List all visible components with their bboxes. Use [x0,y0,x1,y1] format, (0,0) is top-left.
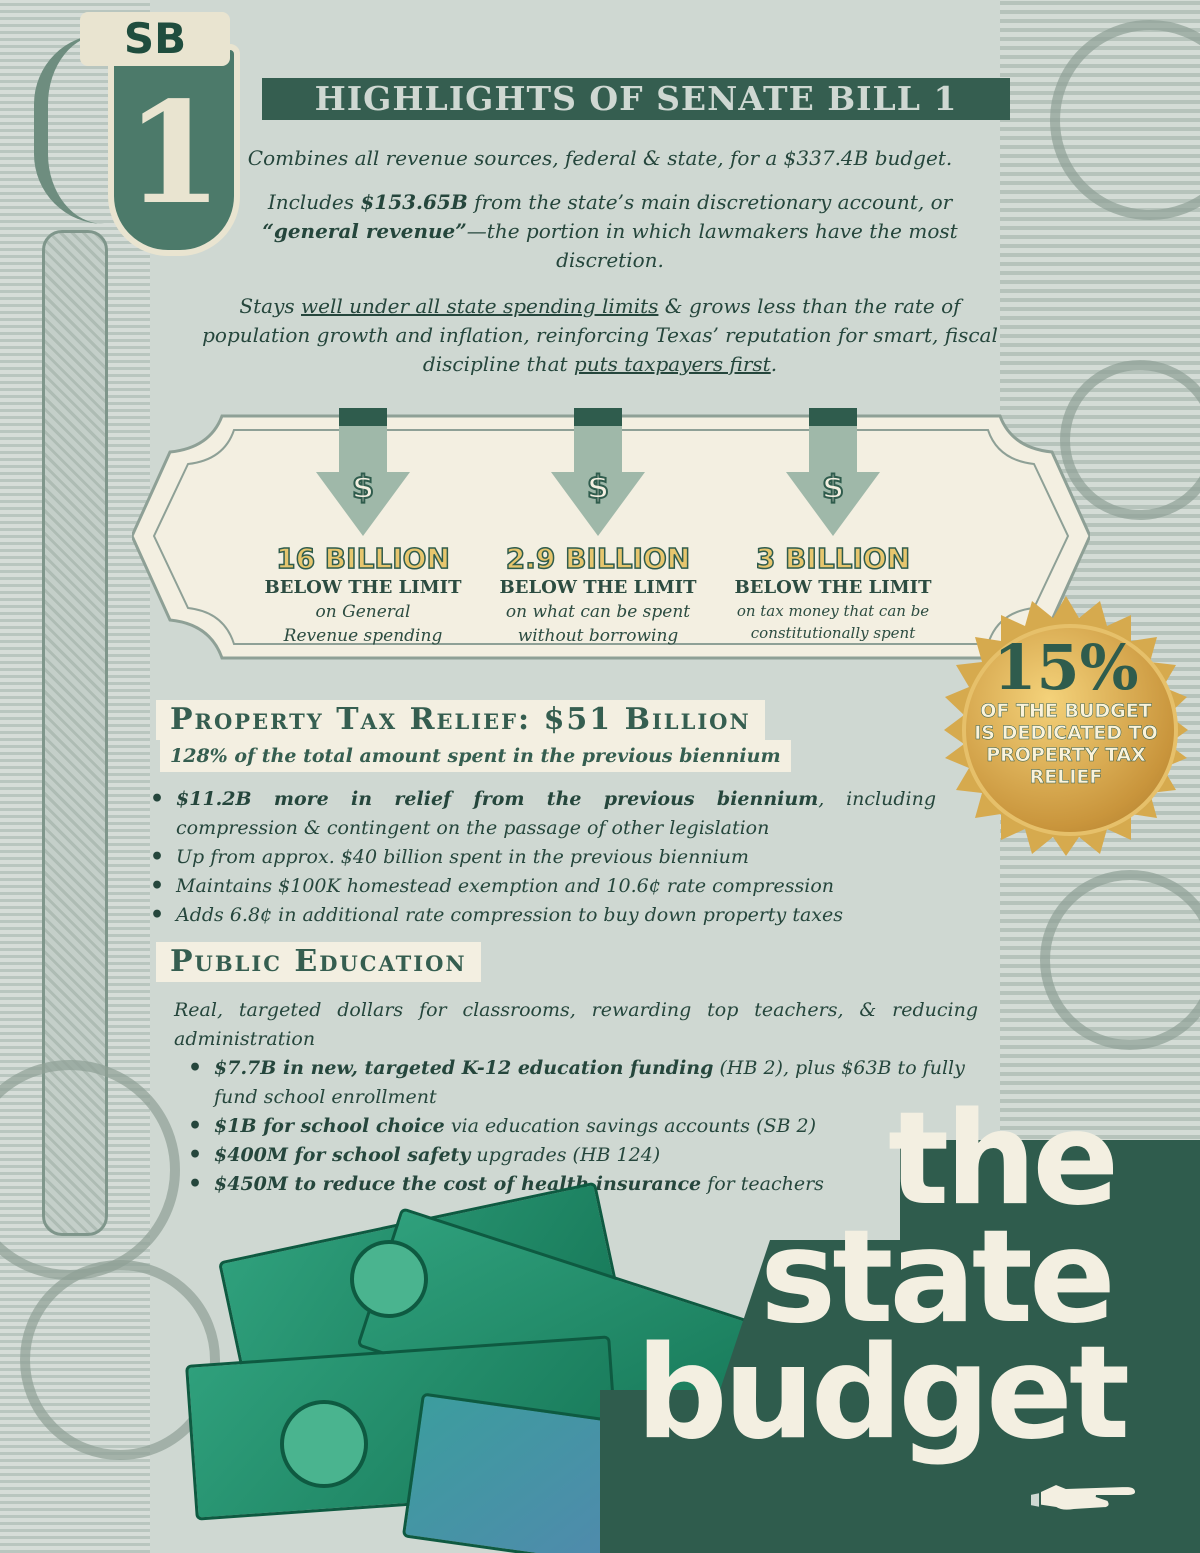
bullet-text: Maintains $100K homestead exemption and 10.6¢ rate compression [176,875,835,897]
intro-text: Includes [267,190,361,214]
bullet-bold: $1B for school choice [214,1115,445,1137]
bullet-text: for teachers [701,1173,824,1195]
list-item [146,785,936,843]
intro-bold-term: “general revenue” [262,219,467,243]
limit-below-label: BELOW THE LIMIT [734,577,932,598]
list-item [184,1141,984,1170]
property-tax-bullet-list [146,785,936,930]
down-arrow-icon [551,408,645,536]
down-arrow-icon [316,408,410,536]
title-word-budget: budget [636,1319,1126,1468]
budget-share-seal [932,596,1200,856]
list-item [146,843,936,872]
intro-text: Stays [239,294,301,318]
intro-text: from the state’s main discretionary account, or [467,190,953,214]
list-item [184,1054,984,1112]
intro-underline: well under all state spending limits [301,294,659,318]
seal-emblem-icon [280,1400,368,1488]
limit-amount: 16 BILLION [276,542,450,575]
intro-paragraph-3 [190,292,1010,379]
limit-below-label: BELOW THE LIMIT [499,577,697,598]
limit-item [483,542,713,648]
seal-caption: OF THE BUDGET IS DEDICATED TO PROPERTY TAX RELIEF [974,700,1158,788]
intro-paragraph-1 [190,144,1010,173]
dollar-icon: $ [821,468,845,506]
title-word-state: state [760,1203,1112,1352]
sb1-badge [30,4,230,254]
limit-amount: 2.9 BILLION [505,542,691,575]
list-item [184,1112,984,1141]
down-arrow-icon [786,408,880,536]
dollar-icon: $ [351,468,375,506]
bullet-bold: $450M to reduce the cost of health insurance [214,1173,702,1195]
property-tax-heading: Property Tax Relief: $51 Billion [156,700,765,740]
intro-underline: puts taxpayers first [573,352,771,376]
bullet-text: , including compression & contingent on the passage of other legislation [176,788,936,839]
bullet-text: via education savings accounts (SB 2) [444,1115,816,1137]
seal-percent: 15% [993,631,1139,704]
bullet-bold: $400M for school safety [214,1144,471,1166]
intro-bold-amount: $153.65B [360,190,468,214]
seal-emblem-icon [350,1240,428,1318]
bullet-bold: $11.2B more in relief from the previous biennium [176,788,819,810]
property-tax-subheading: 128% of the total amount spent in the previous biennium [160,740,791,772]
title-word-the: the [888,1085,1116,1234]
limit-description: on what can be spent without borrowing [505,602,691,646]
intro-paragraph-2 [220,188,1000,275]
limit-item [718,542,948,644]
intro-text: —the portion in which lawmakers have the most discretion. [466,219,958,272]
page-title: HIGHLIGHTS OF SENATE BILL 1 [314,79,958,118]
sb-label: SB [80,12,230,66]
pointing-hand-icon [1026,1470,1156,1520]
education-intro: Real, targeted dollars for classrooms, rewarding top teachers, & reducing administration [174,999,978,1050]
bullet-text: (HB 2), plus $63B to fully fund school enrollment [214,1057,965,1108]
limit-description: on tax money that can be constitutionally spent [736,602,930,642]
education-heading: Public Education [156,942,481,982]
dollar-icon: $ [586,468,610,506]
limit-description: on General Revenue spending [283,602,443,646]
bullet-text: Up from approx. $40 billion spent in the previous biennium [176,846,749,868]
intro-text: . [770,352,778,376]
intro-text: Combines all revenue sources, federal & state, for a $337.4B budget. [247,146,953,170]
bill-number: 1 [125,72,223,236]
education-bullet-list [184,1054,984,1199]
limit-below-label: BELOW THE LIMIT [264,577,462,598]
bullet-text: upgrades (HB 124) [470,1144,661,1166]
list-item [146,901,936,930]
limit-item [248,542,478,648]
bullet-text: Adds 6.8¢ in additional rate compression to buy down property taxes [176,904,843,926]
bullet-bold: $7.7B in new, targeted K-12 education funding [214,1057,714,1079]
list-item [146,872,936,901]
intro-text: & grows less than the rate of population growth and inflation, reinforcing Texas’ reputation for smart, fiscal discipline that [202,294,998,376]
limit-amount: 3 BILLION [755,542,911,575]
title-banner [262,78,1010,120]
